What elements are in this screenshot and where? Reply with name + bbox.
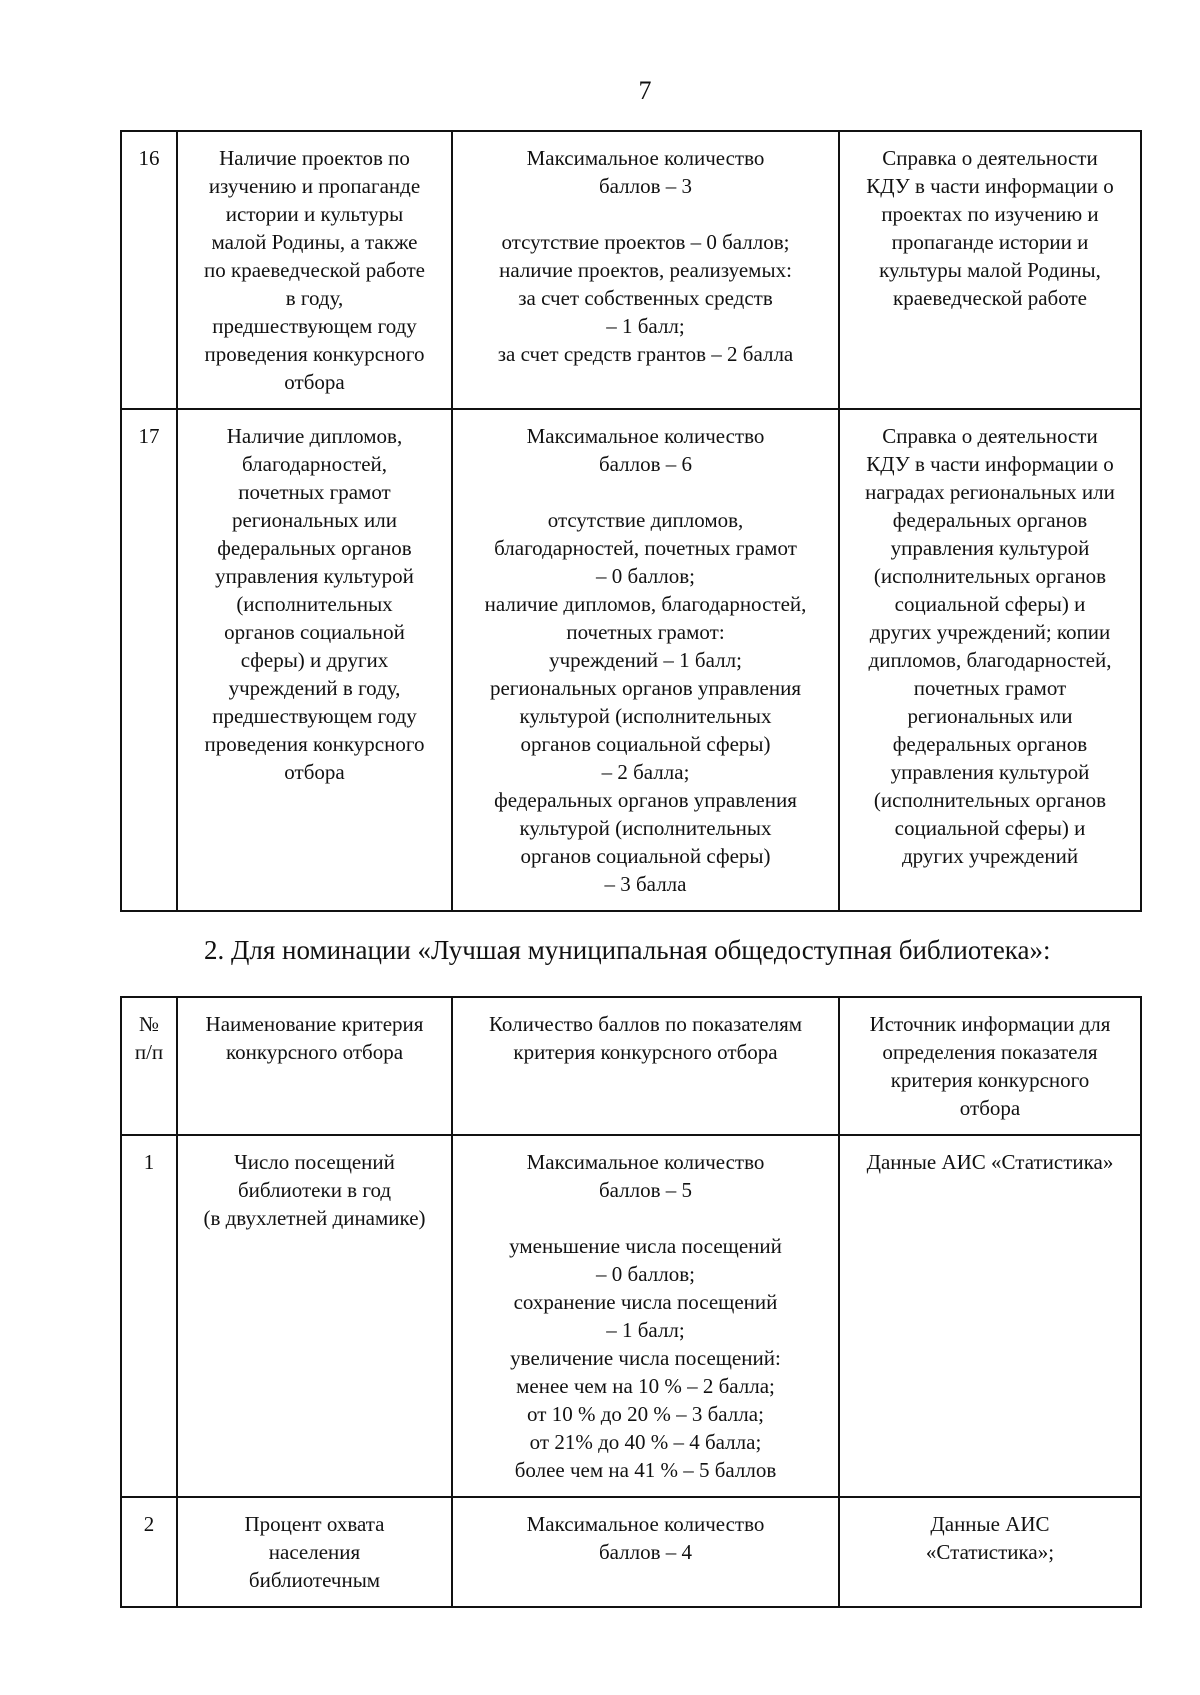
cell-line: благодарностей, (241, 452, 388, 476)
cell-line: сферы) и других (240, 648, 389, 672)
cell-line: органов социальной сферы) (520, 844, 771, 868)
table-header-row (121, 997, 1141, 1135)
cell-line: баллов – 4 (598, 1540, 693, 1564)
cell-line: – 0 баллов; (596, 1262, 695, 1286)
criterion-name-cell (177, 1497, 452, 1607)
cell-line: Максимальное количество (526, 1150, 765, 1174)
cell-line: почетных грамот (238, 480, 391, 504)
criteria-table-cultural-institutions (120, 130, 1142, 912)
cell-line: управления культурой (890, 536, 1090, 560)
cell-line: региональных органов управления (489, 676, 802, 700)
cell-line: от 10 % до 20 % – 3 балла; (527, 1402, 764, 1426)
row-number-cell: 17 (121, 409, 177, 911)
cell-line: Максимальное количество (526, 1512, 765, 1536)
cell-line: баллов – 5 (598, 1178, 693, 1202)
header-line: конкурсного отбора (225, 1040, 404, 1064)
criterion-name-cell (177, 131, 452, 409)
cell-line: Наличие дипломов, (226, 424, 403, 448)
cell-line: Максимальное количество (526, 424, 765, 448)
cell-line: управления культурой (890, 760, 1090, 784)
cell-line: отбора (284, 760, 345, 784)
header-name-cell (177, 997, 452, 1135)
cell-line: сохранение числа посещений (513, 1290, 778, 1314)
header-line: Количество баллов по показателям (488, 1012, 803, 1036)
source-cell (839, 409, 1141, 911)
header-line: Источник информации для (869, 1012, 1111, 1036)
cell-line: отсутствие дипломов, (547, 508, 744, 532)
page-number: 7 (638, 76, 652, 105)
cell-line: – 2 балла; (601, 760, 690, 784)
cell-line: Данные АИС «Статистика» (866, 1150, 1114, 1174)
cell-line: органов социальной (224, 620, 405, 644)
cell-line: в году, (285, 286, 344, 310)
cell-line: (в двухлетней динамике) (203, 1206, 426, 1230)
source-cell (839, 1497, 1141, 1607)
cell-line: – 0 баллов; (596, 564, 695, 588)
cell-line: предшествующем году (212, 704, 417, 728)
row-number-cell: 16 (121, 131, 177, 409)
cell-line: Справка о деятельности (882, 424, 1098, 448)
cell-line: Справка о деятельности (882, 146, 1098, 170)
cell-line: культурой (исполнительных (519, 816, 772, 840)
cell-line: отсутствие проектов – 0 баллов; (501, 230, 790, 254)
source-cell (839, 131, 1141, 409)
criterion-name-cell (177, 409, 452, 911)
cell-line: баллов – 6 (598, 452, 693, 476)
cell-line: учреждений в году, (228, 676, 401, 700)
table-row (121, 409, 1141, 911)
cell-line: проведения конкурсного (204, 732, 425, 756)
cell-line: менее чем на 10 % – 2 балла; (516, 1374, 775, 1398)
cell-line: федеральных органов (892, 508, 1088, 532)
cell-line: почетных грамот (913, 676, 1067, 700)
cell-line: Процент охвата (244, 1512, 385, 1536)
section-heading: 2. Для номинации «Лучшая муниципальная общедоступная библиотека»: (204, 935, 1051, 965)
cell-line: уменьшение числа посещений (509, 1234, 782, 1258)
cell-line: населения (268, 1540, 361, 1564)
cell-line: – 1 балл; (606, 314, 685, 338)
cell-line: учреждений – 1 балл; (549, 648, 742, 672)
table-row (121, 1497, 1141, 1607)
cell-line: изучению и пропаганде (208, 174, 421, 198)
spacer (459, 478, 832, 506)
cell-line: по краеведческой работе (204, 258, 425, 282)
score-cell (452, 131, 839, 409)
cell-line: Наличие проектов по (219, 146, 410, 170)
spacer (459, 1204, 832, 1232)
header-source-cell (839, 997, 1141, 1135)
header-line: Наименование критерия (205, 1012, 424, 1036)
cell-line: предшествующем году (212, 314, 417, 338)
cell-line: федеральных органов управления (494, 788, 797, 812)
cell-line: отбора (284, 370, 345, 394)
cell-line: культуры малой Родины, (879, 258, 1101, 282)
table-row (121, 1135, 1141, 1497)
cell-line: КДУ в части информации о (866, 174, 1114, 198)
cell-line: КДУ в части информации о (866, 452, 1114, 476)
cell-line: благодарностей, почетных грамот (494, 536, 797, 560)
cell-line: за счет собственных средств (518, 286, 773, 310)
cell-line: наличие дипломов, благодарностей, (484, 592, 807, 616)
spacer (459, 200, 832, 228)
cell-line: других учреждений (901, 844, 1079, 868)
cell-line: краеведческой работе (893, 286, 1087, 310)
cell-line: социальной сферы) и (894, 816, 1086, 840)
cell-line: проектах по изучению и (881, 202, 1099, 226)
cell-line: управления культурой (215, 564, 414, 588)
cell-line: федеральных органов (892, 732, 1088, 756)
header-line: № (138, 1012, 160, 1036)
cell-line: социальной сферы) и (894, 592, 1086, 616)
cell-line: пропаганде истории и (891, 230, 1089, 254)
header-line: критерия конкурсного (890, 1068, 1090, 1092)
cell-line: за счет средств грантов – 2 балла (497, 342, 794, 366)
cell-line: баллов – 3 (598, 174, 693, 198)
cell-line: библиотечным (248, 1568, 381, 1592)
score-cell (452, 1135, 839, 1497)
source-cell (839, 1135, 1141, 1497)
score-cell (452, 409, 839, 911)
header-line: п/п (134, 1040, 164, 1064)
row-number-cell: 1 (121, 1135, 177, 1497)
cell-line: (исполнительных (236, 592, 393, 616)
criterion-name-cell (177, 1135, 452, 1497)
cell-line: библиотеки в год (237, 1178, 392, 1202)
header-line: определения показателя (882, 1040, 1098, 1064)
cell-line: органов социальной сферы) (520, 732, 771, 756)
criteria-table-library (120, 996, 1142, 1608)
table-row (121, 131, 1141, 409)
cell-line: более чем на 41 % – 5 баллов (514, 1458, 777, 1482)
cell-line: Максимальное количество (526, 146, 765, 170)
cell-line: Данные АИС (930, 1512, 1050, 1536)
cell-line: – 1 балл; (606, 1318, 685, 1342)
cell-line: увеличение числа посещений: (510, 1346, 781, 1370)
header-line: критерия конкурсного отбора (513, 1040, 778, 1064)
header-score-cell (452, 997, 839, 1135)
cell-line: – 3 балла (604, 872, 687, 896)
cell-line: культурой (исполнительных (519, 704, 772, 728)
header-num-cell (121, 997, 177, 1135)
score-cell (452, 1497, 839, 1607)
cell-line: (исполнительных органов (873, 788, 1107, 812)
cell-line: наградах региональных или (865, 480, 1115, 504)
cell-line: региональных или (907, 704, 1073, 728)
header-line: отбора (959, 1096, 1021, 1120)
cell-line: других учреждений; копии (869, 620, 1111, 644)
cell-line: дипломов, благодарностей, (868, 648, 1112, 672)
cell-line: истории и культуры (225, 202, 404, 226)
cell-line: малой Родины, а также (211, 230, 418, 254)
cell-line: наличие проектов, реализуемых: (499, 258, 792, 282)
cell-line: Число посещений (234, 1150, 395, 1174)
cell-line: почетных грамот: (566, 620, 725, 644)
row-number-cell: 2 (121, 1497, 177, 1607)
cell-line: федеральных органов (217, 536, 412, 560)
cell-line: от 21% до 40 % – 4 балла; (529, 1430, 762, 1454)
cell-line: региональных или (231, 508, 398, 532)
cell-line: (исполнительных органов (873, 564, 1107, 588)
cell-line: «Статистика»; (925, 1540, 1055, 1564)
cell-line: проведения конкурсного (204, 342, 425, 366)
